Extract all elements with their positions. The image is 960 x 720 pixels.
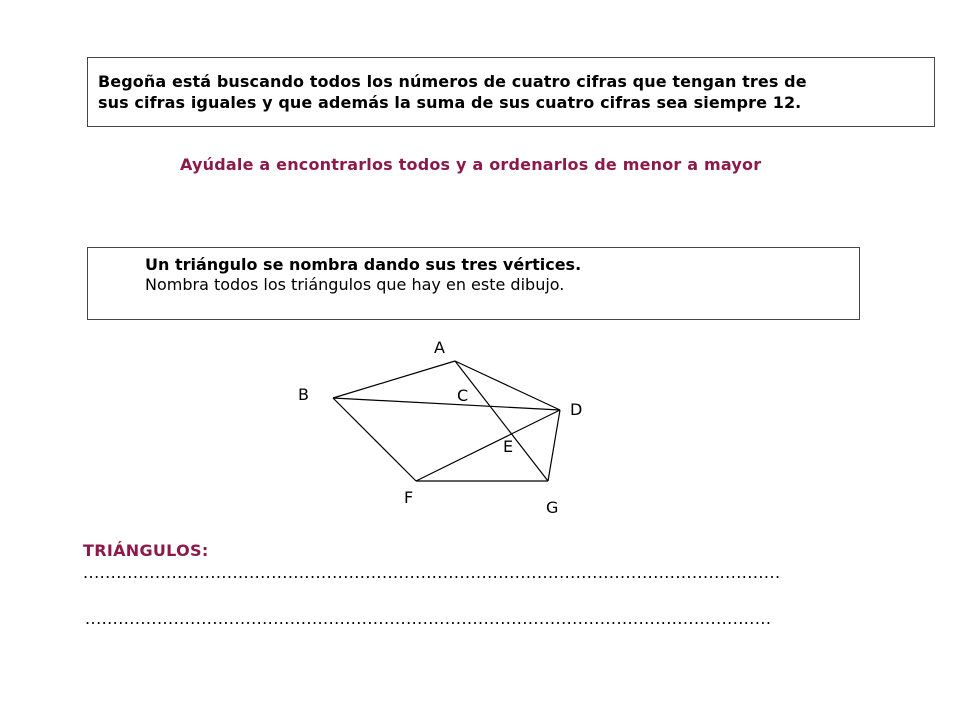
vertex-label-d: D [570,400,583,419]
problem2-line2: Nombra todos los triángulos que hay en este dibujo. [145,275,565,294]
vertex-label-a: A [434,338,445,357]
segment-b-d [333,398,560,410]
segment-a-g [455,361,548,481]
problem1-line1: Begoña está buscando todos los números de cuatro cifras que tengan tres de [98,72,807,91]
answer-line-2[interactable]: ............................................................................................................................ [85,609,772,628]
vertex-label-e: E [503,437,514,456]
vertex-label-c: C [457,386,469,405]
vertex-label-g: G [546,498,559,517]
segment-g-d [548,410,560,481]
instruction-text: Ayúdale a encontrarlos todos y a ordenarlos de menor a mayor [180,155,762,174]
answer-line-1[interactable]: .............................................................................................................................. [83,563,781,582]
problem1-line2: sus cifras iguales y que además la suma de sus cuatro cifras sea siempre 12. [98,93,802,112]
segment-a-b [333,361,455,398]
vertex-label-b: B [298,385,309,404]
segment-f-d [416,410,560,481]
vertex-label-f: F [404,488,414,507]
triangles-heading: TRIÁNGULOS: [83,541,209,560]
problem2-line1: Un triángulo se nombra dando sus tres vértices. [145,255,582,274]
segment-b-f [333,398,416,481]
segment-a-d [455,361,560,410]
